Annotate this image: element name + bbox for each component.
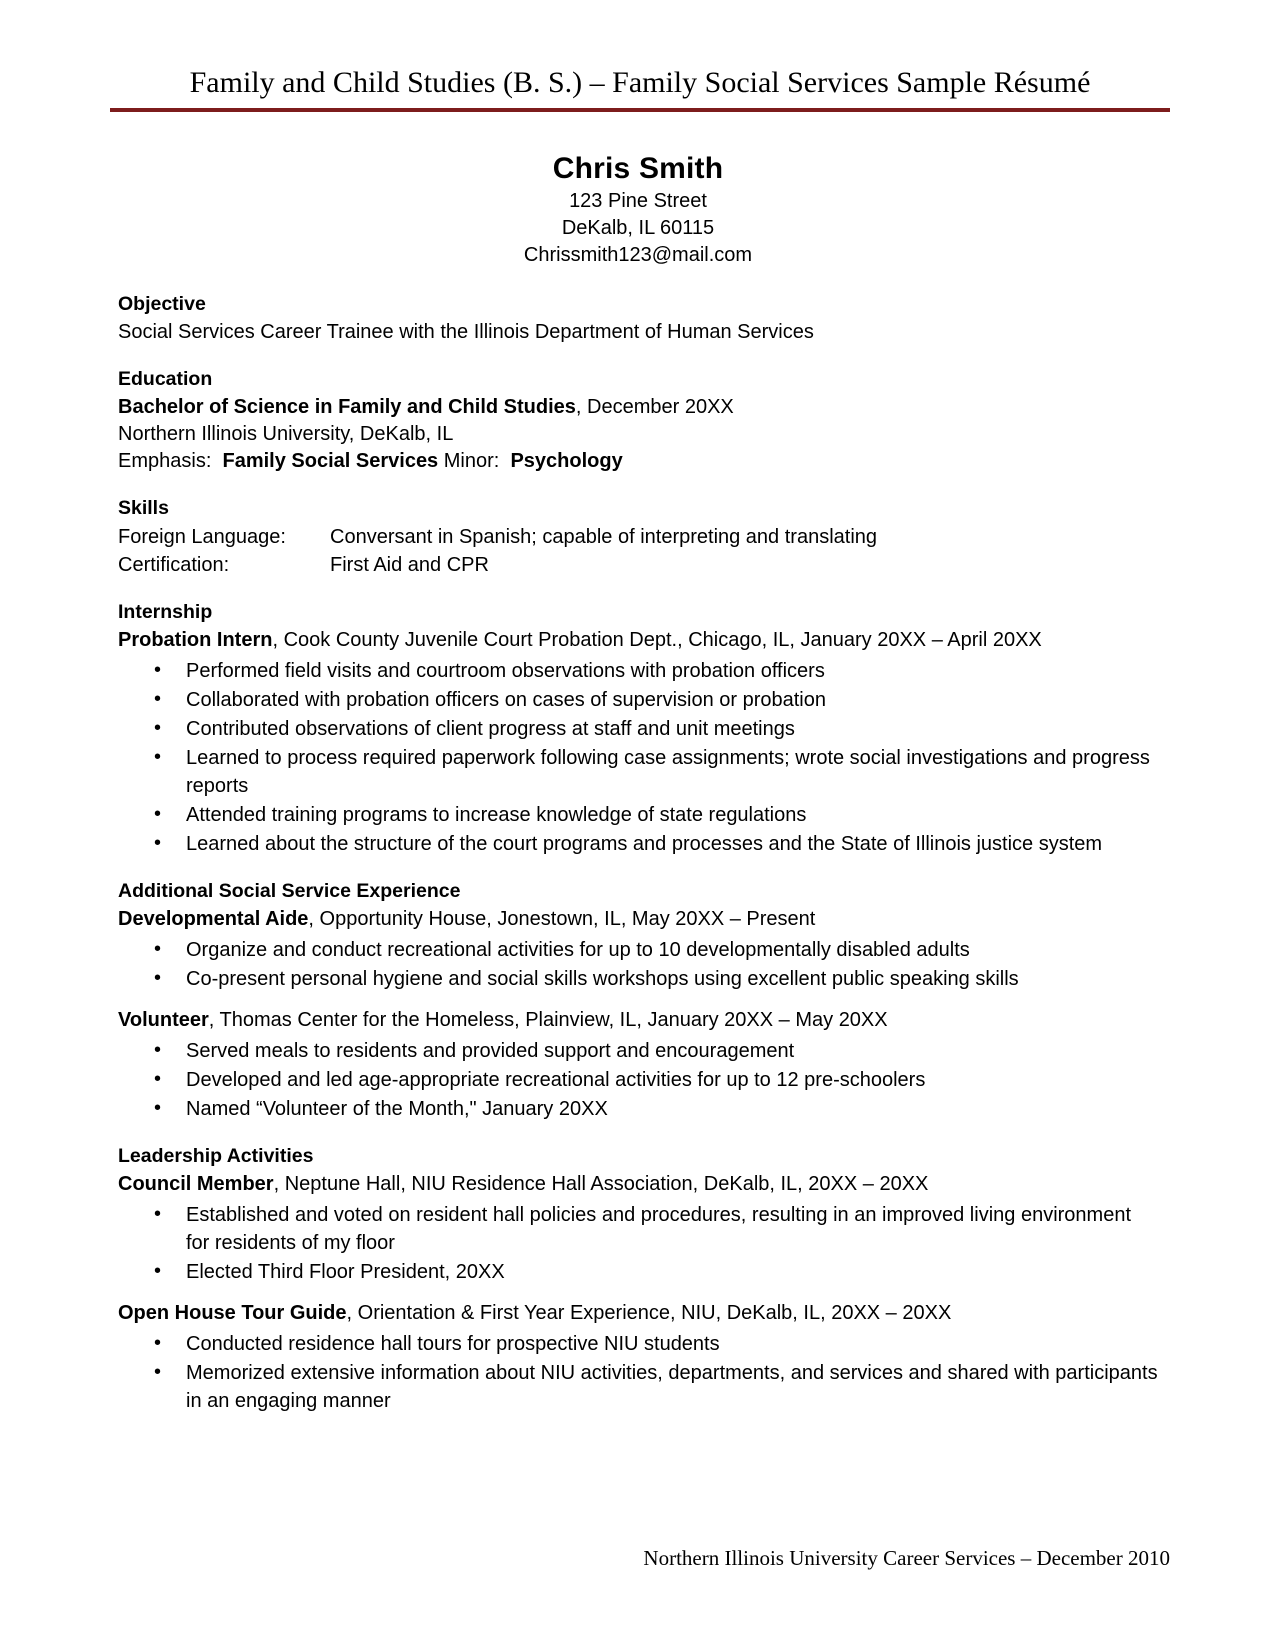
experience-entry [118, 906, 1158, 993]
section-internship [118, 599, 1158, 858]
section-additional-experience [118, 878, 1158, 1123]
resume-content [118, 150, 1158, 1416]
experience-entry-line [118, 1007, 1158, 1034]
leadership-entry-line [118, 1171, 1158, 1198]
candidate-city-state-zip: DeKalb, IL 60115 [561, 217, 715, 239]
minor-value: Psychology [510, 450, 623, 472]
experience-bullets [118, 936, 1158, 993]
candidate-email: Chrissmith123@mail.com [523, 244, 753, 266]
minor-label: Minor: [443, 450, 500, 472]
page-footer: Northern Illinois University Career Services – December 2010 [643, 1546, 1170, 1570]
skills-label: Foreign Language: [118, 526, 286, 548]
section-leadership [118, 1143, 1158, 1415]
internship-bullets [118, 657, 1158, 858]
experience-detail: , Opportunity House, Jonestown, IL, May 20XX – Present [308, 908, 816, 930]
education-degree: Bachelor of Science in Family and Child Studies [118, 396, 576, 418]
skills-heading: Skills [118, 497, 169, 519]
internship-entry-line [118, 627, 1158, 654]
skills-value: Conversant in Spanish; capable of interpreting and translating [330, 526, 878, 548]
experience-entry [118, 1007, 1158, 1123]
education-degree-line [118, 394, 1158, 421]
section-skills [118, 495, 1158, 579]
leadership-bullets [118, 1201, 1158, 1286]
list-item: • Learned about the structure of the court programs and processes and the State of Illinois justice system [118, 830, 1158, 858]
candidate-street: 123 Pine Street [569, 190, 707, 212]
list-item: • Established and voted on resident hall policies and procedures, resulting in an improved living environment for residents of my floor [118, 1201, 1158, 1257]
experience-bullets [118, 1037, 1158, 1123]
candidate-block [118, 150, 1158, 269]
skills-label: Certification: [118, 554, 230, 576]
emphasis-value: Family Social Services [222, 450, 439, 472]
list-item: • Conducted residence hall tours for prospective NIU students [118, 1330, 1158, 1358]
education-school: Northern Illinois University, DeKalb, IL [118, 423, 454, 445]
objective-text: Social Services Career Trainee with the Illinois Department of Human Services [118, 321, 814, 343]
objective-heading: Objective [118, 293, 206, 315]
education-heading: Education [118, 368, 213, 390]
experience-role: Developmental Aide [118, 908, 309, 930]
list-item: • Learned to process required paperwork following case assignments; wrote social investigations and progress reports [118, 744, 1158, 800]
document-title: Family and Child Studies (B. S.) – Family Social Services Sample Résumé [189, 66, 1091, 99]
leadership-entry [118, 1171, 1158, 1286]
leadership-detail: , Orientation & First Year Experience, NIU, DeKalb, IL, 20XX – 20XX [346, 1302, 952, 1324]
list-item: • Served meals to residents and provided support and encouragement [118, 1037, 1158, 1065]
internship-heading: Internship [118, 601, 213, 623]
additional-experience-heading: Additional Social Service Experience [118, 880, 461, 902]
education-emphasis-line [118, 448, 1158, 475]
internship-role: Probation Intern [118, 629, 273, 651]
list-item: • Performed field visits and courtroom observations with probation officers [118, 657, 1158, 685]
emphasis-label: Emphasis: [118, 450, 212, 472]
leadership-heading: Leadership Activities [118, 1145, 314, 1167]
leadership-entry-line [118, 1300, 1158, 1327]
internship-detail: , Cook County Juvenile Court Probation Dept., Chicago, IL, January 20XX – April 20XX [272, 629, 1042, 651]
skills-value: First Aid and CPR [330, 554, 489, 576]
list-item: • Named “Volunteer of the Month," January 20XX [118, 1095, 1158, 1123]
leadership-entry [118, 1300, 1158, 1415]
section-education [118, 366, 1158, 475]
leadership-role: Council Member [118, 1173, 274, 1195]
skills-row [118, 551, 1158, 579]
list-item: • Attended training programs to increase knowledge of state regulations [118, 801, 1158, 829]
experience-role: Volunteer [118, 1009, 209, 1031]
leadership-bullets [118, 1330, 1158, 1415]
list-item: • Organize and conduct recreational activities for up to 10 developmentally disabled adults [118, 936, 1158, 964]
candidate-name: Chris Smith [552, 152, 724, 185]
list-item: • Contributed observations of client progress at staff and unit meetings [118, 715, 1158, 743]
list-item: • Elected Third Floor President, 20XX [118, 1258, 1158, 1286]
section-objective [118, 291, 1158, 346]
list-item: • Co-present personal hygiene and social skills workshops using excellent public speaking skills [118, 965, 1158, 993]
experience-detail: , Thomas Center for the Homeless, Plainview, IL, January 20XX – May 20XX [208, 1009, 888, 1031]
education-degree-date: , December 20XX [575, 396, 734, 418]
skills-row [118, 523, 1158, 551]
list-item: • Collaborated with probation officers on cases of supervision or probation [118, 686, 1158, 714]
list-item: • Developed and led age-appropriate recreational activities for up to 12 pre-schoolers [118, 1066, 1158, 1094]
leadership-detail: , Neptune Hall, NIU Residence Hall Association, DeKalb, IL, 20XX – 20XX [273, 1173, 929, 1195]
document-header [110, 64, 1170, 112]
experience-entry-line [118, 906, 1158, 933]
leadership-role: Open House Tour Guide [118, 1302, 347, 1324]
header-divider [110, 108, 1170, 112]
list-item: • Memorized extensive information about NIU activities, departments, and services and shared with participants in an engaging manner [118, 1359, 1158, 1415]
